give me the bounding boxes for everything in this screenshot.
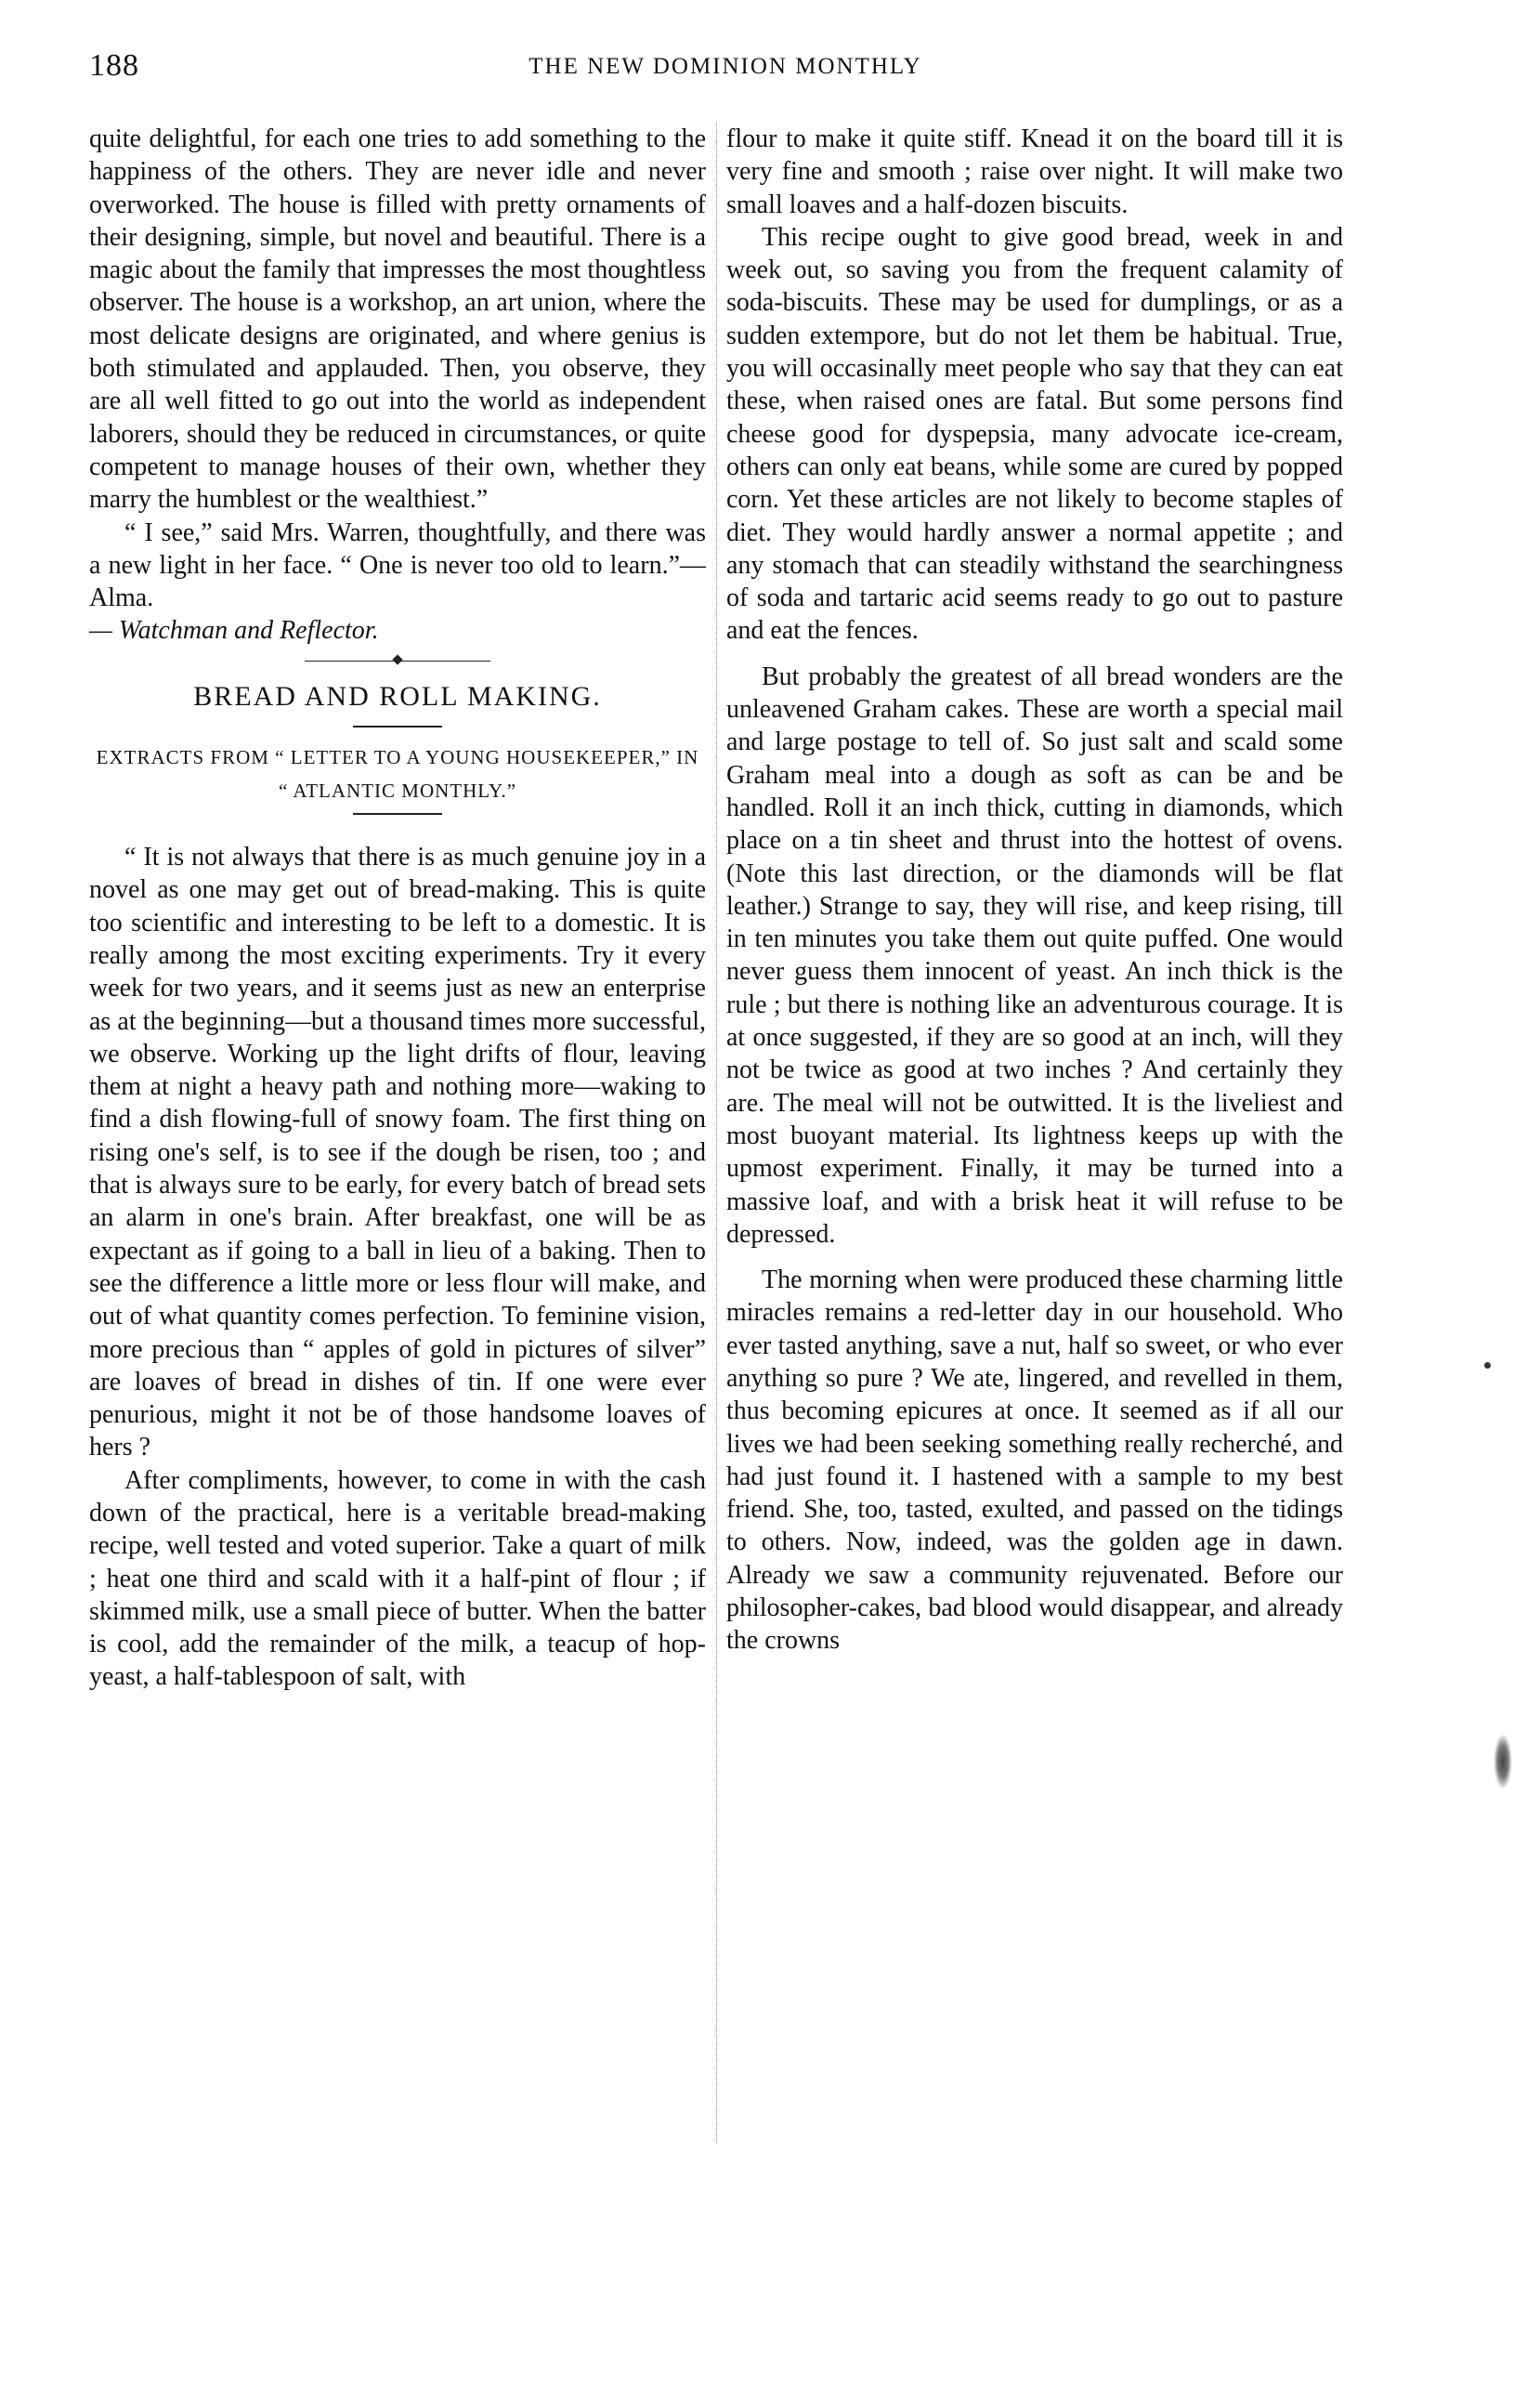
spacer xyxy=(726,1251,1343,1264)
column-divider xyxy=(716,123,717,2143)
paragraph: “ I see,” said Mrs. Warren, thoughtfully, and there was a new light in her face. “ One is never too old to learn.”—Alma. xyxy=(89,518,706,613)
diamond-ornament-icon xyxy=(392,654,402,664)
subtitle-rule xyxy=(353,813,442,815)
left-column xyxy=(89,123,706,1694)
section-subtitle: EXTRACTS FROM “ LETTER TO A YOUNG HOUSEKEEPER,” IN “ ATLANTIC MONTHLY.” xyxy=(96,746,699,803)
margin-speck xyxy=(1484,1362,1491,1369)
paragraph: “ It is not always that there is as much genuine joy in a novel as one may get out of bread-making. This is quite too scientific and interesting to be left to a domestic. It is really among the most exciting experiments. Try it every week for two years, and it seems just as new an enterprise as at the beginning—but a thousand times more successful, we observe. Working up the light drifts of flour, leaving them at night a heavy path and nothing more—waking to find a dish flowing-full of snowy foam. The first thing on rising one's self, is to see if the dough be risen, too ; and that is always sure to be early, for every batch of bread sets an alarm in one's brain. After breakfast, one will be as expectant as if going to a ball in lieu of a baking. Then to see the difference a little more or less flour will make, and out of what quantity comes perfection. To feminine vision, more precious than “ apples of gold in pictures of silver” are loaves of bread in dishes of tin. If one were ever penurious, might it not be of those handsome loaves of hers ? xyxy=(89,843,706,1462)
paragraph: After compliments, however, to come in with the cash down of the practical, here is a veritable bread-making recipe, well tested and voted superior. Take a quart of milk ; heat one third and scald with it a half-pint of flour ; if skimmed milk, use a small piece of butter. When the batter is cool, add the remainder of the milk, a teacup of hop-yeast, a half-tablespoon of salt, with xyxy=(89,1465,706,1692)
right-column xyxy=(726,123,1343,1658)
paragraph: But probably the greatest of all bread wonders are the unleavened Graham cakes. These are worth a special mail and large postage to tell of. So just salt and scald some Graham meal into a dough as soft as can be and be handled. Roll it an inch thick, cutting in diamonds, which place on a tin sheet and thrust into the hottest of ovens. (Note this last direction, or the diamonds will be flat leather.) Strange to say, they will rise, and keep rising, till in ten minutes you take them out quite puffed. One would never guess them innocent of yeast. An inch thick is the rule ; but there is nothing like an adventurous courage. It is at once suggested, if they are so good at an inch, will they not be twice as good at two inches ? And certainly they are. The meal will not be outwitted. It is the liveliest and most buoyant material. Its lightness keeps up with the upmost experiment. Finally, it may be turned into a massive loaf, and with a brisk heat it will refuse to be depressed. xyxy=(726,662,1343,1249)
page-header xyxy=(89,48,1362,89)
paragraph: This recipe ought to give good bread, week in and week out, so saving you from the frequent calamity of soda-biscuits. These may be used for dumplings, or as a sudden extempore, but do not let them be habitual. True, you will occasinally meet people who say that they can eat these, when raised ones are fatal. But some persons find cheese good for dyspepsia, many advocate ice-cream, others can only eat beans, while some are cured by popped corn. Yet these articles are not likely to become staples of diet. They would hardly answer a normal appetite ; and any stomach that can steadily withstand the searchingness of soda and tartaric acid seems ready to go out to pasture and eat the fences. xyxy=(726,222,1343,646)
title-rule xyxy=(353,726,442,728)
margin-smudge xyxy=(1494,1734,1512,1790)
paragraph: quite delightful, for each one tries to add something to the happiness of the others. They are never idle and never overworked. The house is filled with pretty ornaments of their designing, simple, but novel and beautiful. There is a magic about the family that impresses the most thoughtless observer. The house is a workshop, an art union, where the most delicate designs are originated, and where genius is both stimulated and applauded. Then, you observe, they are all well fitted to go out into the world as independent laborers, should they be reduced in circumstances, or quite competent to manage houses of their own, whether they marry the humblest or the wealthiest.” xyxy=(89,125,706,515)
paragraph: flour to make it quite stiff. Knead it on the board till it is very fine and smooth ; raise over night. It will make two small loaves and a half-dozen biscuits. xyxy=(726,125,1343,219)
page-number: 188 xyxy=(89,48,139,83)
source-attribution-text: — Watchman and Reflector. xyxy=(89,616,379,646)
running-title: THE NEW DOMINION MONTHLY xyxy=(529,54,922,79)
source-attribution xyxy=(89,614,706,647)
ornament-divider xyxy=(305,661,490,662)
paragraph: The morning when were produced these charming little miracles remains a red-letter day in our household. Who ever tasted anything, save a nut, half so sweet, or who ever anything so pure ? We ate, lingered, and revelled in them, thus becoming epicures at once. It seemed as if all our lives we had been seeking something really recherché, and had just found it. I hastened with a sample to my best friend. She, too, tasted, exulted, and passed on the tidings to others. Now, indeed, was the golden age in dawn. Already we saw a community rejuvenated. Before our philosopher-cakes, bad blood would disappear, and already the crowns xyxy=(726,1265,1343,1656)
spacer xyxy=(726,648,1343,661)
section-title: BREAD AND ROLL MAKING. xyxy=(193,680,602,712)
spacer xyxy=(89,828,706,841)
